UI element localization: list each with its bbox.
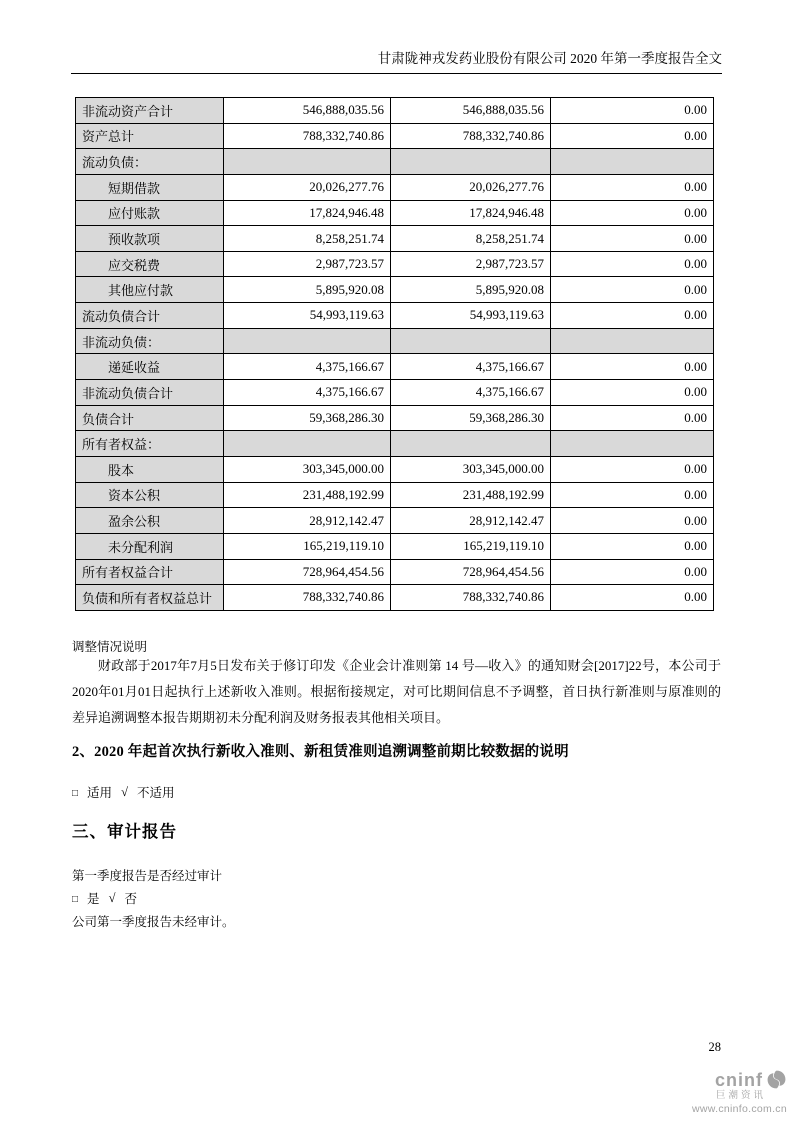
row-value-cell: 28,912,142.47 <box>224 508 391 534</box>
table-row <box>76 123 714 149</box>
row-label-cell: 负债和所有者权益总计 <box>76 585 224 611</box>
header-title: 甘肃陇神戎发药业股份有限公司 2020 年第一季度报告全文 <box>377 51 722 66</box>
row-value-cell: 4,375,166.67 <box>224 354 391 380</box>
row-value-cell: 165,219,119.10 <box>224 533 391 559</box>
row-value-cell <box>391 431 551 457</box>
page-header <box>71 50 722 74</box>
row-label-cell: 所有者权益： <box>76 431 224 457</box>
row-value-cell: 788,332,740.86 <box>391 123 551 149</box>
row-value-cell: 59,368,286.30 <box>224 405 391 431</box>
table-row <box>76 251 714 277</box>
row-value-cell <box>224 328 391 354</box>
row-label-cell: 递延收益 <box>76 354 224 380</box>
row-label-cell: 资本公积 <box>76 482 224 508</box>
row-value-cell: 17,824,946.48 <box>224 200 391 226</box>
page-number: 28 <box>708 1040 721 1054</box>
row-value-cell <box>551 328 714 354</box>
checkbox-unchecked-icon: □ <box>72 893 79 905</box>
table-row <box>76 354 714 380</box>
row-value-cell: 0.00 <box>551 405 714 431</box>
row-value-cell: 5,895,920.08 <box>391 277 551 303</box>
row-value-cell: 165,219,119.10 <box>391 533 551 559</box>
row-value-cell: 0.00 <box>551 251 714 277</box>
balance-sheet-body <box>76 98 714 611</box>
row-value-cell: 0.00 <box>551 354 714 380</box>
audit-answer-line <box>72 889 137 907</box>
row-value-cell: 0.00 <box>551 585 714 611</box>
cninfo-swirl-icon <box>766 1069 787 1090</box>
adjustment-note-paragraph: 财政部于2017年7月5日发布关于修订印发《企业会计准则第 14 号—收入》的通知财会[2017]22号，本公司于2020年01月01日起执行上述新收入准则。根据衔接规定，对可比期间信息不予调整，首日执行新准则与原准则的差异追溯调整本报告期期初未分配利润及财务报表其他相关项目。 <box>72 658 721 725</box>
row-value-cell: 0.00 <box>551 456 714 482</box>
row-value-cell: 2,987,723.57 <box>224 251 391 277</box>
row-value-cell: 54,993,119.63 <box>224 303 391 329</box>
row-label-cell: 盈余公积 <box>76 508 224 534</box>
row-label-cell: 非流动资产合计 <box>76 98 224 124</box>
row-label-cell: 短期借款 <box>76 174 224 200</box>
row-label-cell: 流动负债： <box>76 149 224 175</box>
row-value-cell: 788,332,740.86 <box>391 585 551 611</box>
row-value-cell: 17,824,946.48 <box>391 200 551 226</box>
row-value-cell: 231,488,192.99 <box>224 482 391 508</box>
checkbox-unchecked-icon: □ <box>72 787 79 799</box>
row-value-cell: 0.00 <box>551 98 714 124</box>
row-label-cell: 其他应付款 <box>76 277 224 303</box>
row-label-cell: 非流动负债： <box>76 328 224 354</box>
section-3-heading: 三、审计报告 <box>72 822 177 841</box>
table-row <box>76 149 714 175</box>
table-row <box>76 200 714 226</box>
balance-sheet-table <box>75 97 714 611</box>
applicable-label: 适用 <box>87 786 113 800</box>
not-applicable-label: 不适用 <box>136 786 175 800</box>
row-value-cell: 54,993,119.63 <box>391 303 551 329</box>
row-value-cell <box>551 431 714 457</box>
row-value-cell: 59,368,286.30 <box>391 405 551 431</box>
row-value-cell: 546,888,035.56 <box>391 98 551 124</box>
row-value-cell: 4,375,166.67 <box>224 380 391 406</box>
checkmark-icon: √ <box>108 890 116 905</box>
table-row <box>76 482 714 508</box>
row-label-cell: 应交税费 <box>76 251 224 277</box>
row-value-cell: 0.00 <box>551 508 714 534</box>
row-label-cell: 所有者权益合计 <box>76 559 224 585</box>
row-label-cell: 资产总计 <box>76 123 224 149</box>
row-value-cell: 4,375,166.67 <box>391 354 551 380</box>
table-row <box>76 431 714 457</box>
adjustment-note-title: 调整情况说明 <box>72 640 148 654</box>
row-value-cell: 231,488,192.99 <box>391 482 551 508</box>
row-value-cell: 303,345,000.00 <box>391 456 551 482</box>
cninfo-logo <box>692 1069 787 1114</box>
row-value-cell: 0.00 <box>551 380 714 406</box>
row-value-cell: 0.00 <box>551 482 714 508</box>
row-value-cell: 0.00 <box>551 200 714 226</box>
audit-yes-label: 是 <box>87 892 100 906</box>
row-value-cell: 2,987,723.57 <box>391 251 551 277</box>
row-value-cell: 4,375,166.67 <box>391 380 551 406</box>
row-value-cell <box>391 328 551 354</box>
table-row <box>76 174 714 200</box>
row-value-cell: 20,026,277.76 <box>391 174 551 200</box>
table-row <box>76 405 714 431</box>
row-value-cell: 303,345,000.00 <box>224 456 391 482</box>
table-row <box>76 533 714 559</box>
row-value-cell: 0.00 <box>551 174 714 200</box>
cninfo-brand-text: cninf <box>715 1069 763 1090</box>
audit-note: 公司第一季度报告未经审计。 <box>72 915 235 929</box>
row-label-cell: 未分配利润 <box>76 533 224 559</box>
row-label-cell: 负债合计 <box>76 405 224 431</box>
table-row <box>76 303 714 329</box>
row-label-cell: 应付账款 <box>76 200 224 226</box>
row-value-cell: 0.00 <box>551 226 714 252</box>
row-value-cell: 8,258,251.74 <box>224 226 391 252</box>
row-label-cell: 股本 <box>76 456 224 482</box>
row-value-cell: 28,912,142.47 <box>391 508 551 534</box>
row-value-cell: 0.00 <box>551 533 714 559</box>
audit-question: 第一季度报告是否经过审计 <box>72 869 223 883</box>
row-value-cell: 728,964,454.56 <box>391 559 551 585</box>
row-value-cell <box>391 149 551 175</box>
cninfo-chinese-name: 巨潮资讯 <box>715 1090 766 1101</box>
section-2-heading: 2、2020 年起首次执行新收入准则、新租赁准则追溯调整前期比较数据的说明 <box>72 744 569 760</box>
row-label-cell: 非流动负债合计 <box>76 380 224 406</box>
row-value-cell: 728,964,454.56 <box>224 559 391 585</box>
row-value-cell: 0.00 <box>551 277 714 303</box>
row-value-cell <box>551 149 714 175</box>
row-value-cell <box>224 149 391 175</box>
row-value-cell: 0.00 <box>551 123 714 149</box>
table-row <box>76 226 714 252</box>
cninfo-url: www.cninfo.com.cn <box>692 1102 787 1115</box>
table-row <box>76 277 714 303</box>
row-value-cell: 788,332,740.86 <box>224 585 391 611</box>
applicability-option-line <box>72 783 174 801</box>
row-value-cell: 20,026,277.76 <box>224 174 391 200</box>
table-row <box>76 328 714 354</box>
row-label-cell: 预收款项 <box>76 226 224 252</box>
table-row <box>76 380 714 406</box>
row-value-cell: 788,332,740.86 <box>224 123 391 149</box>
table-row <box>76 559 714 585</box>
row-label-cell: 流动负债合计 <box>76 303 224 329</box>
row-value-cell: 546,888,035.56 <box>224 98 391 124</box>
row-value-cell: 8,258,251.74 <box>391 226 551 252</box>
table-row <box>76 508 714 534</box>
table-row <box>76 585 714 611</box>
row-value-cell: 0.00 <box>551 303 714 329</box>
audit-no-label: 否 <box>124 892 137 906</box>
table-row <box>76 98 714 124</box>
row-value-cell: 5,895,920.08 <box>224 277 391 303</box>
row-value-cell <box>224 431 391 457</box>
row-value-cell: 0.00 <box>551 559 714 585</box>
table-row <box>76 456 714 482</box>
checkmark-icon: √ <box>121 784 128 799</box>
